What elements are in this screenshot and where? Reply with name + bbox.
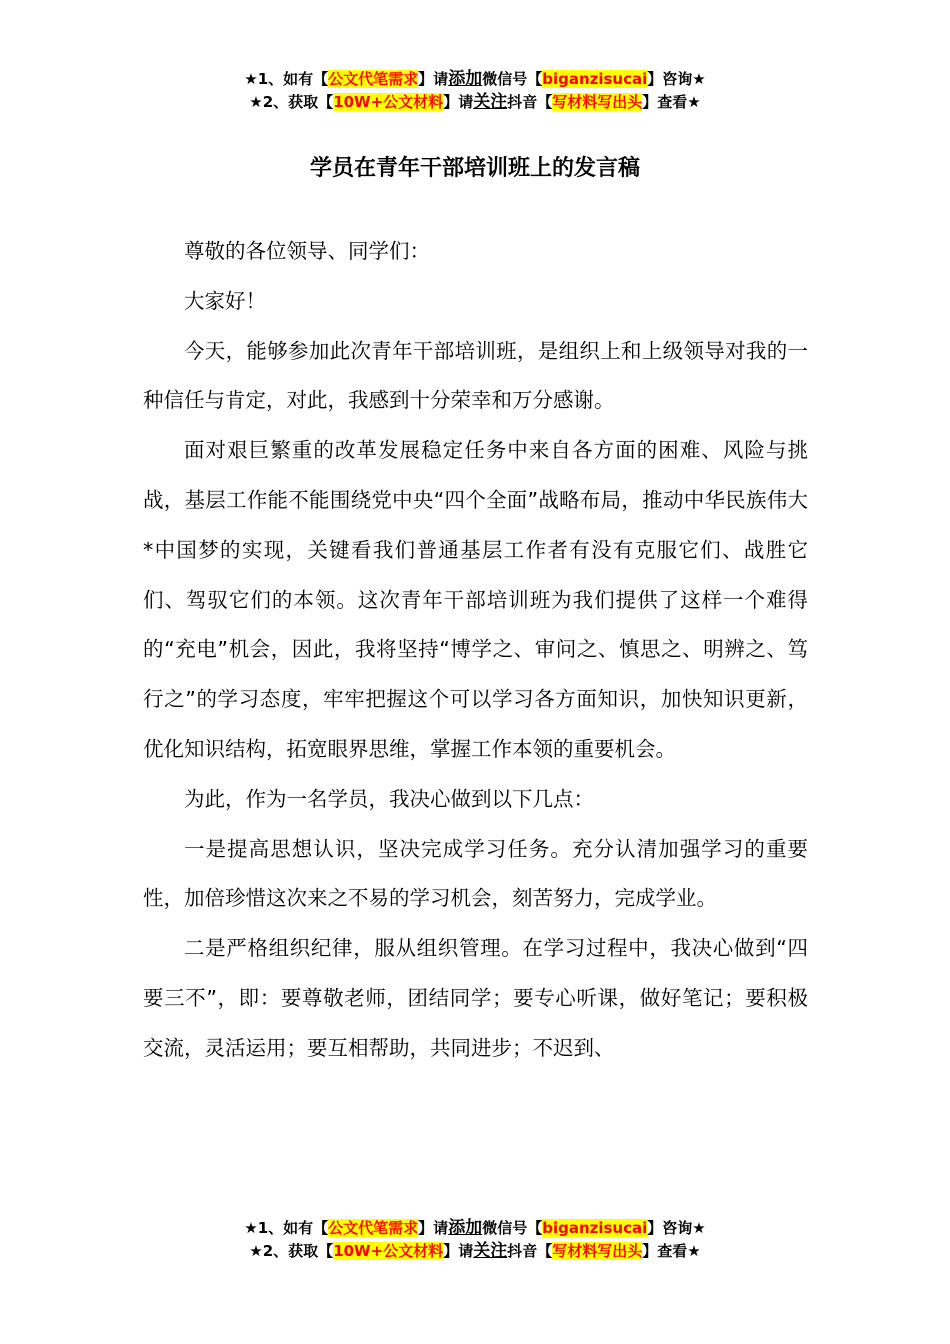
promo-banner-bottom (0, 1217, 950, 1263)
promo-highlight: 10W+公文材料 (333, 1242, 444, 1260)
promo-highlight: biganzisucai (542, 1219, 648, 1237)
promo-text: 】请 (443, 1242, 474, 1260)
promo-emphasis: 关注 (473, 92, 508, 112)
promo-highlight: 公文代笔需求 (328, 1219, 419, 1237)
body-paragraph: 为此，作为一名学员，我决心做到以下几点： (184, 786, 594, 811)
promo-highlight: 公文代笔需求 (328, 70, 419, 88)
document-title: 学员在青年干部培训班上的发言稿 (309, 156, 640, 181)
promo-text: 抖音【 (507, 93, 553, 111)
promo-text: ★1、如有【 (244, 1219, 329, 1237)
promo-line-2 (0, 91, 950, 114)
promo-text: ★2、获取【 (249, 93, 334, 111)
promo-text: 】请 (443, 93, 474, 111)
promo-text: 】查看★ (642, 1242, 701, 1260)
promo-line-1 (0, 1217, 950, 1240)
body-paragraph: 二是严格组织纪律，服从组织管理。在学习过程中，我决心做到“四要三不”，即：要尊敬老师，团结同学；要专心听课，做好笔记；要积极交流，灵活运用；要互相帮助，共同进步；不迟到、 (143, 936, 808, 1060)
promo-highlight: 写材料写出头 (552, 1242, 643, 1260)
promo-text: ★1、如有【 (244, 70, 329, 88)
promo-text: 】咨询★ (647, 70, 706, 88)
promo-text: 】请 (418, 70, 449, 88)
promo-line-1 (0, 68, 950, 91)
promo-line-2 (0, 1240, 950, 1263)
salutation: 尊敬的各位领导、同学们： (184, 239, 430, 263)
greeting: 大家好！ (184, 288, 266, 313)
promo-emphasis: 添加 (448, 69, 483, 89)
promo-text: 微信号【 (482, 70, 543, 88)
body-paragraph: 一是提高思想认识，坚决完成学习任务。充分认清加强学习的重要性，加倍珍惜这次来之不易的学习机会，刻苦努力，完成学业。 (143, 836, 808, 911)
promo-highlight: 10W+公文材料 (333, 93, 444, 111)
promo-text: 】请 (418, 1219, 449, 1237)
promo-text: 抖音【 (507, 1242, 553, 1260)
document-body (143, 227, 808, 1074)
promo-text: ★2、获取【 (249, 1242, 334, 1260)
promo-emphasis: 关注 (473, 1241, 508, 1261)
promo-text: 微信号【 (482, 1219, 543, 1237)
promo-highlight: 写材料写出头 (552, 93, 643, 111)
promo-text: 】查看★ (642, 93, 701, 111)
body-paragraph: 今天，能够参加此次青年干部培训班，是组织上和上级领导对我的一种信任与肯定，对此，我感到十分荣幸和万分感谢。 (143, 338, 808, 413)
body-paragraph: 面对艰巨繁重的改革发展稳定任务中来自各方面的困难、风险与挑战，基层工作能不能围绕党中央“四个全面”战略布局，推动中华民族伟大*中国梦的实现，关键看我们普通基层工作者有没有克服它们、战胜它们、驾驭它们的本领。这次青年干部培训班为我们提供了这样一个难得的“充电”机会，因此，我将坚持“博学之、审问之、慎思之、明辨之、笃行之”的学习态度，牢牢把握这个可以学习各方面知识，加快知识更新，优化知识结构，拓宽眼界思维，掌握工作本领的重要机会。 (143, 438, 808, 761)
promo-text: 】咨询★ (647, 1219, 706, 1237)
promo-emphasis: 添加 (448, 1218, 483, 1238)
promo-highlight: biganzisucai (542, 70, 648, 88)
promo-banner-top (0, 68, 950, 114)
